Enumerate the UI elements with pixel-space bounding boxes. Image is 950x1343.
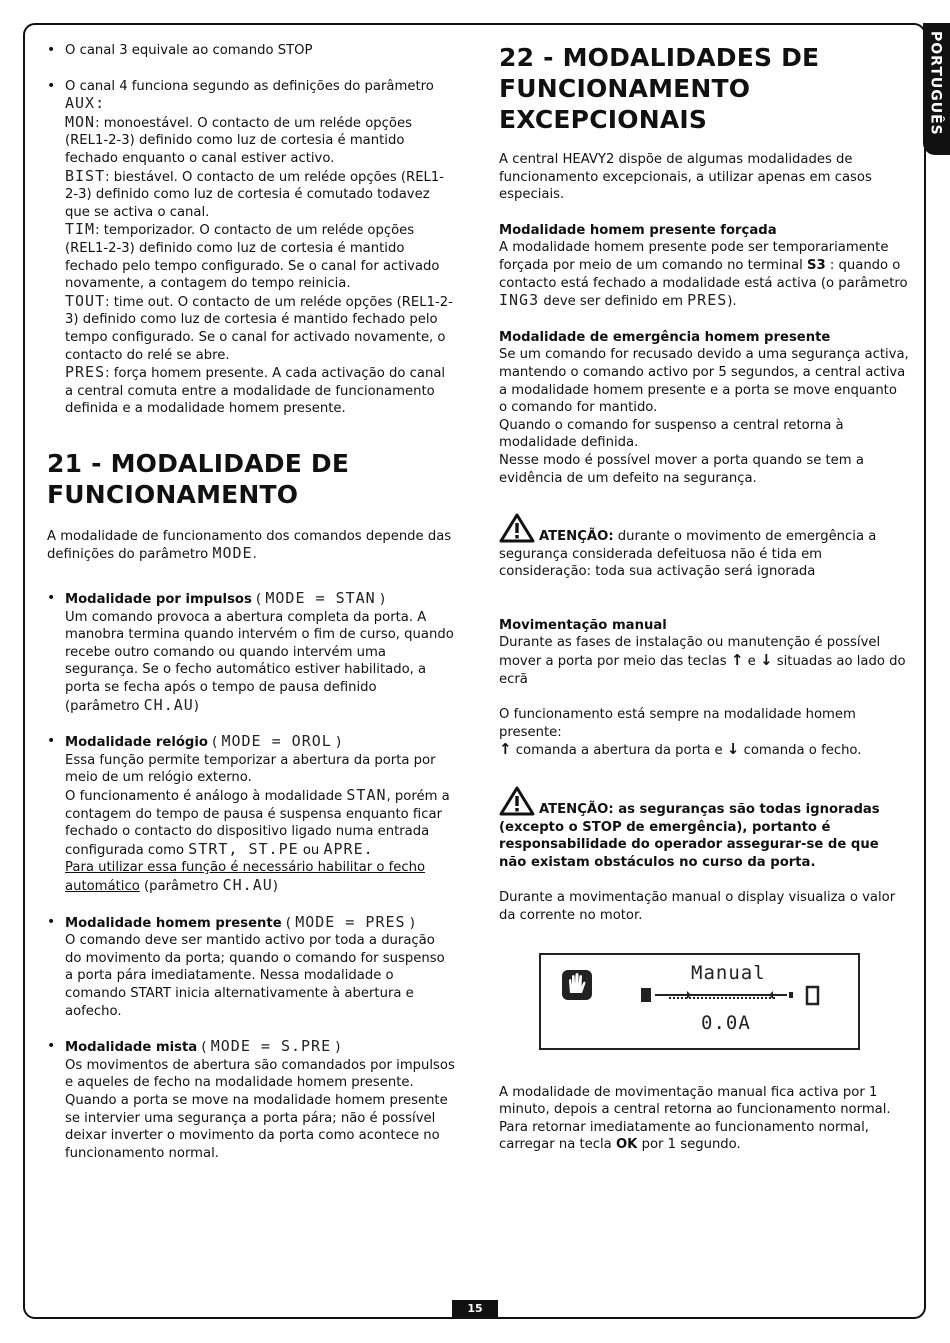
section-22-heading: 22 - MODALIDADES DE FUNCIONAMENTO EXCEPCIONAIS (499, 43, 820, 134)
warning-icon (499, 513, 535, 543)
list-item: • Modalidade homem presente ( MODE = PRES ) O comando deve ser mantido activo por toda a duração do movimento da porta; quando o comando for suspenso a porta pára imediatamente. Nessa modalidade o comando START inicia alternativamente à abertura e aofecho. (47, 914, 455, 1021)
paragraph: A modalidade de movimentação manual fica activa por 1 minuto, depois a central retorna ao funcionamento normal. Para retornar imediatamente ao funcionamento normal, carregar na tecla OK por 1 segundo. (499, 1084, 891, 1153)
hand-icon (561, 969, 593, 1001)
subheading: Modalidade homem presente forçada (499, 222, 777, 238)
warning-icon (499, 786, 535, 816)
subheading: Modalidade de emergência homem presente (499, 329, 831, 345)
lcd-mode-label: Manual (691, 961, 766, 984)
paragraph: A central HEAVY2 dispõe de algumas modalidades de funcionamento excepcionais, a utilizar apenas em casos especiais. (499, 152, 872, 203)
arrow-down-icon: ↓ (726, 740, 740, 759)
left-column (47, 42, 455, 1162)
arrow-up-icon: ↑ (499, 740, 512, 759)
language-tab: PORTUGUÊS (923, 23, 950, 155)
warning-note: ATENÇÃO: durante o movimento de emergência a segurança considerada defeituosa não é tida em consideração: toda sua activação será ignorada (499, 513, 909, 581)
list-item: • O canal 3 equivale ao comando STOP (47, 42, 455, 60)
warning-note: ATENÇÃO: as seguranças são todas ignoradas (excepto o STOP de emergência), portanto é responsabilidade do operador assegurar-se de que não existam obstáculos no curso da porta. (499, 786, 909, 871)
lcd-display (539, 953, 860, 1050)
paragraph: A modalidade homem presente pode ser temporariamente forçada por meio de um comando no terminal S3 : quando o contacto está fechado a modalidade está activa (o parâmetro ING3 deve ser definido em PRES). (499, 240, 908, 310)
paragraph: O funcionamento está sempre na modalidade homem presente: ↑ comanda a abertura da porta e ↓ comanda o fecho. (499, 707, 862, 759)
paragraph: Se um comando for recusado devido a uma segurança activa, mantendo o comando activo por 5 segundos, a central activa a modalidade homem presente e a porta se move enquanto o comando for mantido. Quando o comando for suspenso a central retorna à modalidade definida. Nesse modo é possível mover a porta quando se tem a evidência de um defeito na segurança. (499, 347, 909, 486)
page-number: 15 (452, 1300, 498, 1318)
right-column (499, 42, 909, 1154)
arrow-down-icon: ↓ (759, 651, 773, 670)
list-item: • Modalidade relógio ( MODE = OROL ) Essa função permite temporizar a abertura da porta por meio de um relógio externo. O funcionamento é análogo à modalidade STAN, porém a contagem do tempo de pausa é suspensa enquanto ficar fechado o contacto do dispositivo ligado numa entrada configurada como STRT, ST.PE ou APRE. Para utilizar essa função é necessário habilitar o fecho automático (parâmetro CH.AU) (47, 733, 455, 895)
list-item: • O canal 4 funciona segundo as definições do parâmetro AUX: MON: monoestável. O contacto de um reléde opções (REL1-2-3) definido como luz de cortesia é mantido fechado enquanto o canal estiver activo. BIST: biestável. O contacto de um reléde opções (REL1-2-3) definido como luz de cortesia é comutado todavez que se activa o canal. TIM: temporizador. O contacto de um reléde opções (REL1-2-3) definido como luz de cortesia é mantido fechado pelo tempo configurado. Se o canal for activado novamente, a contagem do tempo reinicia. TOUT: time out. O contacto de um reléde opções (REL1-2-3) definido como luz de cortesia é mantido fechado pelo tempo configurado. Se o canal for activado novamente, o contacto do relé se abre. PRES: força homem presente. A cada activação do canal a central comuta entre a modalidade de funcionamento definida e a modalidade homem presente. (47, 78, 455, 418)
list-item: • Modalidade mista ( MODE = S.PRE ) Os movimentos de abertura são comandados por impulsos e aqueles de fecho na modalidade homem presente. Quando a porta se move na modalidade homem presente se intervier uma segurança a porta pára; não é possível deixar inverter o movimento da porta como acontece no funcionamento normal. (47, 1038, 455, 1162)
door-travel-bar (641, 985, 821, 1007)
arrow-up-icon: ↑ (730, 651, 744, 670)
subheading: Movimentação manual (499, 617, 667, 633)
section-21-heading: 21 - MODALIDADE DE FUNCIONAMENTO (47, 448, 350, 509)
list-item: • Modalidade por impulsos ( MODE = STAN ) Um comando provoca a abertura completa da porta. A manobra termina quando intervém o fim de curso, quando recebe outro comando ou quando intervém uma segurança. Se o fecho automático estiver habilitado, a porta se fecha após o tempo de pausa definido (parâmetro CH.AU) (47, 590, 455, 715)
paragraph: Durante a movimentação manual o display visualiza o valor da corrente no motor. (499, 890, 896, 923)
paragraph: Durante as fases de instalação ou manutenção é possível mover a porta por meio das teclas ↑ e ↓ situadas ao lado do ecrã (499, 635, 906, 687)
lcd-current-value: 0.0A (701, 1011, 751, 1034)
paragraph: A modalidade de funcionamento dos comandos depende das definições do parâmetro MODE. (47, 528, 452, 563)
